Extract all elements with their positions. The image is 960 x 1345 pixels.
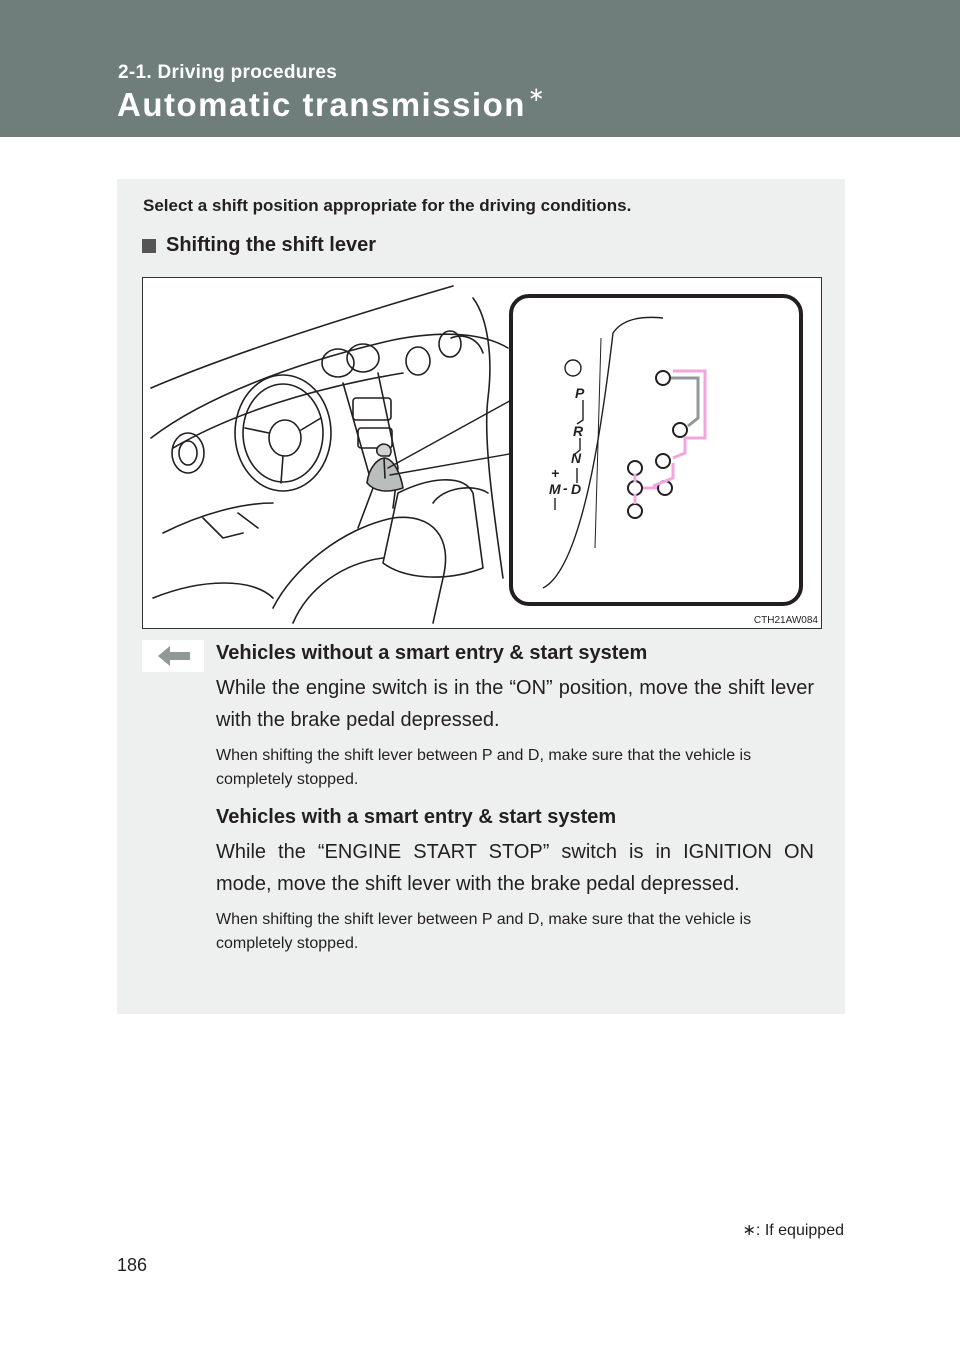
gear-label-r: R [573, 423, 584, 439]
gear-label-d: D [571, 481, 582, 497]
section-label: 2-1. Driving procedures [118, 62, 338, 83]
footnote: ∗: If equipped [742, 1222, 844, 1239]
left-arrow-icon [142, 640, 204, 672]
block-note: When shifting the shift lever between P and D, make sure that the vehicle is completely stopped. [216, 911, 752, 952]
page-header [0, 0, 960, 137]
gear-label-n: N [571, 450, 582, 466]
gear-label-m: M [549, 481, 561, 497]
block-body: While the “ENGINE START STOP” switch is in IGNITION ON mode, move the shift lever with the brake pedal depressed. [216, 841, 814, 895]
reference-badge [142, 640, 204, 672]
subheading-text: Shifting the shift lever [166, 234, 377, 256]
cabin-illustration [143, 278, 821, 628]
block-note: When shifting the shift lever between P and D, make sure that the vehicle is completely stopped. [216, 747, 752, 788]
shift-lever-figure [142, 277, 822, 629]
page-title [117, 86, 546, 124]
title-footnote-mark: ∗ [527, 84, 547, 106]
figure-code: CTH21AW084 [753, 615, 818, 626]
gear-label-minus: - [563, 480, 568, 496]
intro-text: Select a shift position appropriate for the driving conditions. [143, 196, 632, 215]
page-number: 186 [117, 1255, 148, 1275]
subheading [142, 234, 376, 257]
page-title-text: Automatic transmission [117, 86, 526, 123]
gear-label-plus: + [551, 465, 560, 481]
square-bullet-icon [142, 239, 156, 253]
block-with-smart-entry [216, 804, 814, 956]
block-heading: Vehicles without a smart entry & start system [216, 642, 648, 664]
block-without-smart-entry [216, 640, 814, 792]
gear-label-p: P [575, 385, 585, 401]
block-heading: Vehicles with a smart entry & start system [216, 806, 617, 828]
block-body: While the engine switch is in the “ON” position, move the shift lever with the brake pedal depressed. [216, 677, 814, 731]
